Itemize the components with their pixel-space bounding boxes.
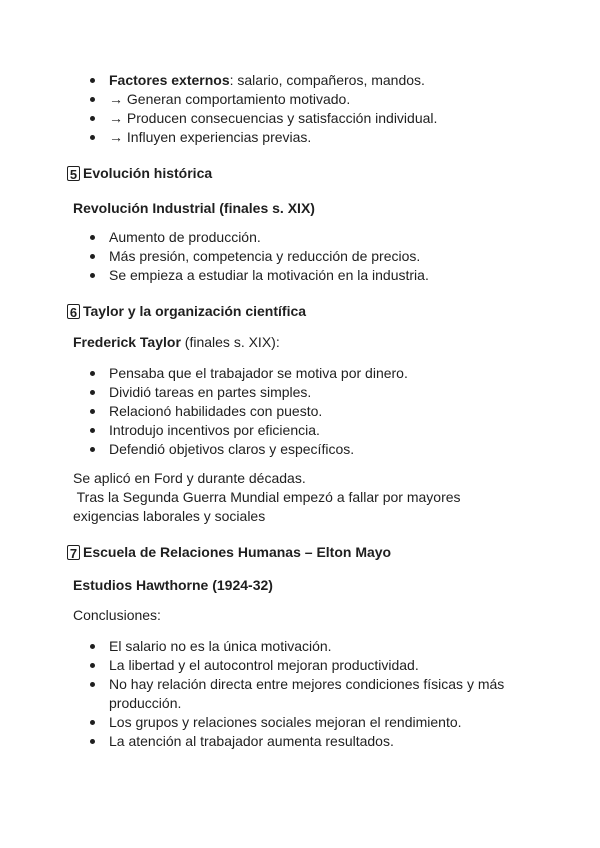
section-number-badge: 7 [67, 545, 80, 560]
section-title: Escuela de Relaciones Humanas – Elton Mayo [83, 544, 392, 560]
list-item: Más presión, competencia y reducción de precios. [90, 247, 530, 266]
list-item: Dividió tareas en partes simples. [90, 383, 530, 402]
section-6-paragraph [73, 469, 533, 526]
list-item: El salario no es la única motivación. [90, 637, 530, 656]
list-item: Pensaba que el trabajador se motiva por dinero. [90, 364, 530, 383]
list-item: → Producen consecuencias y satisfacción individual. [90, 109, 530, 128]
paragraph-line: Tras la Segunda Guerra Mundial empezó a fallar por mayores [73, 489, 461, 505]
section-number-badge: 5 [67, 166, 80, 181]
section-title: Evolución histórica [83, 165, 213, 181]
list-item: La atención al trabajador aumenta resultados. [90, 732, 530, 751]
list-item: Se empieza a estudiar la motivación en la industria. [90, 266, 530, 285]
list-item: Defendió objetivos claros y específicos. [90, 440, 530, 459]
section-6-subtitle [73, 333, 533, 352]
list-item-text: : salario, compañeros, mandos. [229, 72, 425, 88]
section-7-list [90, 637, 530, 751]
section-6-heading [67, 302, 306, 321]
intro-list [90, 71, 530, 147]
subtitle-rest: (finales s. XIX): [180, 334, 280, 350]
conclusions-label: Conclusiones: [73, 607, 161, 623]
section-7-heading [67, 543, 391, 562]
list-item: Relacionó habilidades con puesto. [90, 402, 530, 421]
section-number-badge: 6 [67, 304, 80, 319]
list-item: Aumento de producción. [90, 228, 530, 247]
section-6-list [90, 364, 530, 459]
list-item: → Influyen experiencias previas. [90, 128, 530, 147]
paragraph-line: exigencias laborales y sociales [73, 508, 266, 524]
section-5-subtitle: Revolución Industrial (finales s. XIX) [73, 200, 315, 216]
section-5-list [90, 228, 530, 285]
subtitle-bold: Frederick Taylor [73, 334, 181, 350]
list-item: No hay relación directa entre mejores condiciones físicas y más producción. [90, 675, 514, 713]
section-5-heading [67, 164, 212, 183]
list-item: Introdujo incentivos por eficiencia. [90, 421, 530, 440]
paragraph-line: Se aplicó en Ford y durante décadas. [73, 470, 306, 486]
list-item: → Generan comportamiento motivado. [90, 90, 530, 109]
list-item: La libertad y el autocontrol mejoran productividad. [90, 656, 530, 675]
list-item: Los grupos y relaciones sociales mejoran el rendimiento. [90, 713, 530, 732]
list-item [90, 71, 530, 90]
section-title: Taylor y la organización científica [83, 303, 307, 319]
section-7-subtitle: Estudios Hawthorne (1924-32) [73, 577, 273, 593]
list-item-bold: Factores externos [109, 72, 230, 88]
